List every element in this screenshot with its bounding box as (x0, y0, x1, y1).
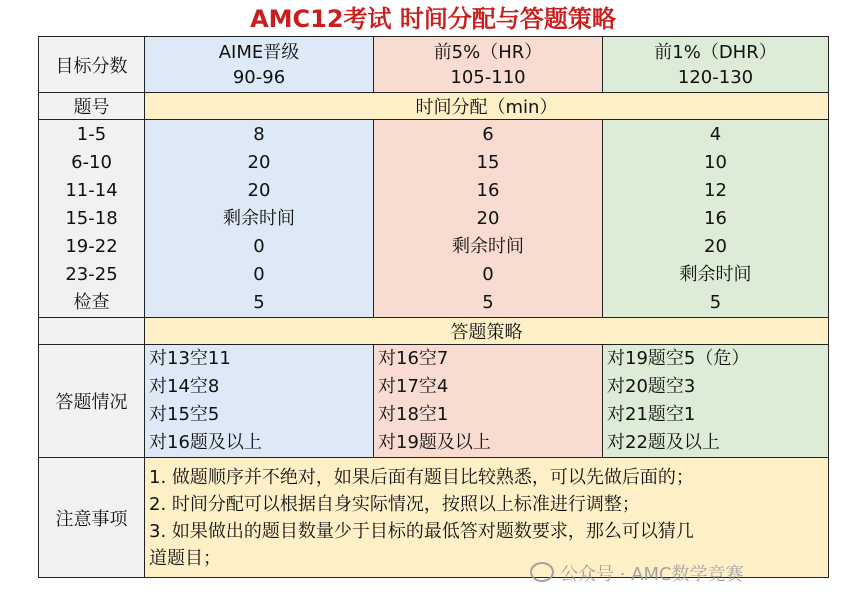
strategy-table (38, 36, 829, 578)
time-header-row (39, 93, 829, 120)
time-cell: 5 (709, 291, 722, 313)
strategy-line: 对20题空3 (607, 376, 696, 397)
time-column-dhr (603, 120, 829, 318)
range-cell: 11-14 (65, 179, 118, 201)
strategy-column-aime (145, 345, 374, 458)
note-line: 3. 如果做出的题目数量少于目标的最低答对题数要求，那么可以猜几 (149, 520, 694, 542)
strategy-body-row (39, 345, 829, 458)
time-allocation-title: 时间分配（min） (145, 93, 829, 120)
answer-status-label: 答题情况 (39, 345, 145, 458)
time-cell: 10 (704, 151, 727, 173)
strategy-header-row (39, 318, 829, 345)
page-title: AMC12考试 时间分配与答题策略 (250, 5, 616, 33)
time-cell: 0 (253, 235, 265, 257)
time-cell: 0 (482, 263, 494, 285)
strategy-line: 对17空4 (378, 376, 449, 397)
time-cell: 12 (704, 179, 727, 201)
range-cell: 6-10 (71, 151, 112, 173)
time-cell: 剩余时间 (223, 207, 295, 229)
strategy-line: 对21题空1 (607, 404, 696, 425)
range-cell: 19-22 (65, 235, 118, 257)
time-cell: 剩余时间 (452, 235, 524, 257)
strategy-line: 对16题及以上 (149, 432, 262, 453)
target-name: AIME晋级 (218, 41, 300, 63)
strategy-line: 对22题及以上 (607, 432, 720, 453)
target-name: 前5%（HR） (433, 41, 543, 63)
range-cell: 15-18 (65, 207, 118, 229)
strategy-line: 对19题空5（危） (607, 348, 750, 369)
target-hr (374, 37, 603, 93)
target-row (39, 37, 829, 93)
time-column-hr (374, 120, 603, 318)
time-cell: 0 (253, 263, 265, 285)
time-cell: 8 (253, 123, 265, 145)
watermark (530, 560, 744, 586)
time-cell: 6 (482, 123, 494, 145)
strategy-line: 对16空7 (378, 348, 449, 369)
watermark-text: 公众号 · AMC数学竞赛 (560, 564, 744, 585)
notes-label: 注意事项 (39, 458, 145, 578)
range-cell: 1-5 (76, 123, 107, 145)
time-cell: 20 (476, 207, 500, 229)
time-cell: 剩余时间 (679, 263, 752, 285)
target-range: 120-130 (677, 66, 754, 88)
question-ranges (39, 120, 145, 318)
wechat-icon (530, 562, 554, 582)
strategy-column-hr (374, 345, 603, 458)
question-number-label: 题号 (39, 93, 145, 120)
strategy-line: 对13空11 (149, 348, 231, 369)
target-range: 105-110 (450, 66, 526, 88)
strategy-line: 对14空8 (149, 376, 220, 397)
target-range: 90-96 (232, 66, 286, 88)
time-cell: 15 (476, 151, 500, 173)
time-cell: 20 (247, 179, 271, 201)
time-cell: 20 (247, 151, 271, 173)
time-body-row (39, 120, 829, 318)
target-name: 前1%（DHR） (654, 41, 777, 63)
time-cell: 5 (482, 291, 494, 313)
time-cell: 16 (476, 179, 500, 201)
empty-cell (39, 318, 145, 345)
range-cell: 检查 (73, 291, 110, 313)
note-line: 2. 时间分配可以根据自身实际情况，按照以上标准进行调整； (149, 493, 640, 515)
strategy-line: 对19题及以上 (378, 432, 491, 453)
strategy-title: 答题策略 (145, 318, 829, 345)
note-line: 道题目； (149, 547, 221, 569)
target-dhr (603, 37, 829, 93)
time-cell: 4 (709, 123, 722, 145)
time-column-aime (145, 120, 374, 318)
range-cell: 23-25 (65, 263, 118, 285)
strategy-column-dhr (603, 345, 829, 458)
target-aime (145, 37, 374, 93)
time-cell: 20 (704, 235, 727, 257)
strategy-line: 对15空5 (149, 404, 220, 425)
target-label: 目标分数 (39, 37, 145, 93)
time-cell: 16 (704, 207, 727, 229)
time-cell: 5 (253, 291, 265, 313)
strategy-line: 对18空1 (378, 404, 449, 425)
note-line: 1. 做题顺序并不绝对，如果后面有题目比较熟悉，可以先做后面的； (149, 466, 694, 488)
